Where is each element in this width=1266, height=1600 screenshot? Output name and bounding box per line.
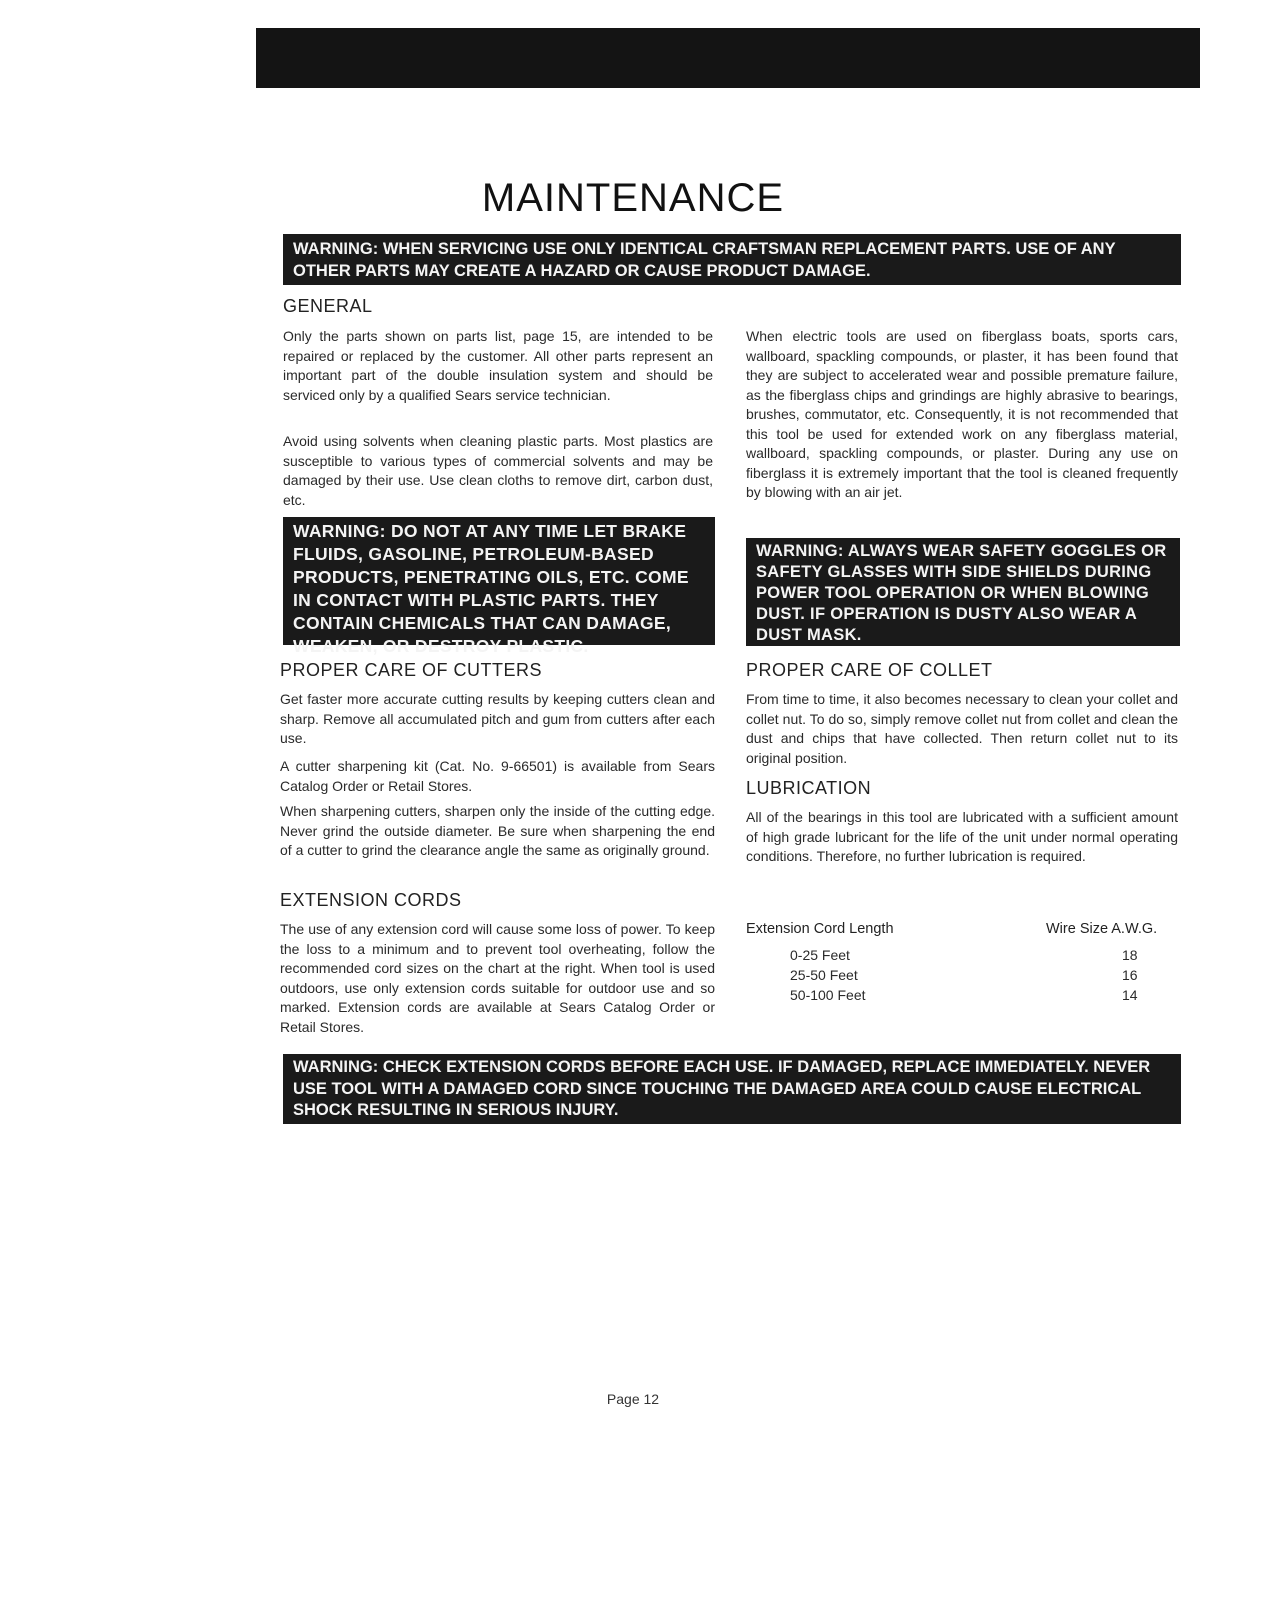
general-heading: GENERAL — [283, 296, 373, 316]
table-row-length: 50-100 Feet — [790, 987, 866, 1003]
cutters-paragraph-2: A cutter sharpening kit (Cat. No. 9-66501) is available from Sears Catalog Order or Retail Stores. — [280, 758, 715, 794]
collet-paragraph: From time to time, it also becomes necessary to clean your collet and collet nut. To do so, simply remove collet nut from collet and clean the dust and chips that have collected. Then return collet nut to its original position. — [746, 691, 1178, 766]
collet-heading: PROPER CARE OF COLLET — [746, 660, 993, 680]
warning-replacement-parts: WARNING: WHEN SERVICING USE ONLY IDENTICAL CRAFTSMAN REPLACEMENT PARTS. USE OF ANY OTHER PARTS MAY CREATE A HAZARD OR CAUSE PRODUCT DAMAGE. — [283, 234, 1181, 285]
general-paragraph-2: Avoid using solvents when cleaning plastic parts. Most plastics are susceptible to various types of commercial solvents and may be damaged by their use. Use clean cloths to remove dirt, carbon dust, etc. — [283, 433, 713, 508]
lubrication-paragraph: All of the bearings in this tool are lubricated with a sufficient amount of high grade lubricant for the life of the unit under normal operating conditions. Therefore, no further lubrication is required. — [746, 809, 1178, 864]
cutters-heading: PROPER CARE OF CUTTERS — [280, 660, 543, 680]
cutters-paragraph-3: When sharpening cutters, sharpen only the inside of the cutting edge. Never grind the outside diameter. Be sure when sharpening the end of a cutter to grind the clearance angle the same as originally ground. — [280, 803, 715, 858]
lubrication-heading: LUBRICATION — [746, 778, 872, 798]
warning-chemicals: WARNING: DO NOT AT ANY TIME LET BRAKE FLUIDS, GASOLINE, PETROLEUM-BASED PRODUCTS, PENETRATING OILS, ETC. COME IN CONTACT WITH PLASTIC PARTS. THEY CONTAIN CHEMICALS THAT CAN DAMAGE, WEAKEN, OR DESTROY PLASTIC. — [283, 517, 715, 645]
table-row-awg: 14 — [1122, 987, 1138, 1003]
extension-paragraph: The use of any extension cord will cause some loss of power. To keep the loss to a minimum and to prevent tool overheating, follow the recommended cord sizes on the chart at the right. When tool is used outdoors, use only extension cords suitable for outdoor use and so marked. Extension cords are available at Sears Catalog Order or Retail Stores. — [280, 921, 715, 1035]
table-header-length: Extension Cord Length — [746, 921, 894, 937]
fiberglass-paragraph: When electric tools are used on fiberglass boats, sports cars, wallboard, spackling compounds, or plaster, it has been found that they are subject to accelerated wear and possible premature failure, as the fiberglass chips and grindings are highly abrasive to bearings, brushes, commutator, etc. Consequently, it is not recommended that this tool be used for extended work on any fiberglass material, wallboard, spackling compounds, or plaster. During any use on fiberglass it is extremely important that the tool is cleaned frequently by blowing with an air jet. — [746, 328, 1178, 500]
page-number: Page 12 — [606, 1391, 660, 1407]
header-bar — [256, 28, 1200, 88]
table-row-awg: 16 — [1122, 967, 1138, 983]
table-row-awg: 18 — [1122, 947, 1138, 963]
extension-heading: EXTENSION CORDS — [280, 890, 462, 910]
table-row-length: 25-50 Feet — [790, 967, 858, 983]
warning-extension-cords: WARNING: CHECK EXTENSION CORDS BEFORE EACH USE. IF DAMAGED, REPLACE IMMEDIATELY. NEVER USE TOOL WITH A DAMAGED CORD SINCE TOUCHING THE DAMAGED AREA COULD CAUSE ELECTRICAL SHOCK RESULTING IN SERIOUS INJURY. — [283, 1054, 1181, 1124]
table-header-awg: Wire Size A.W.G. — [1046, 921, 1158, 937]
general-paragraph-1: Only the parts shown on parts list, page 15, are intended to be repaired or replaced by the customer. All other parts represent an important part of the double insulation system and should be serviced only by a qualified Sears service technician. — [283, 328, 713, 403]
warning-safety-goggles: WARNING: ALWAYS WEAR SAFETY GOGGLES OR SAFETY GLASSES WITH SIDE SHIELDS DURING POWER TOOL OPERATION OR WHEN BLOWING DUST. IF OPERATION IS DUSTY ALSO WEAR A DUST MASK. — [746, 538, 1180, 646]
cutters-paragraph-1: Get faster more accurate cutting results by keeping cutters clean and sharp. Remove all accumulated pitch and gum from cutters after each use. — [280, 691, 715, 746]
page-title: MAINTENANCE — [481, 176, 785, 220]
table-row-length: 0-25 Feet — [790, 947, 850, 963]
